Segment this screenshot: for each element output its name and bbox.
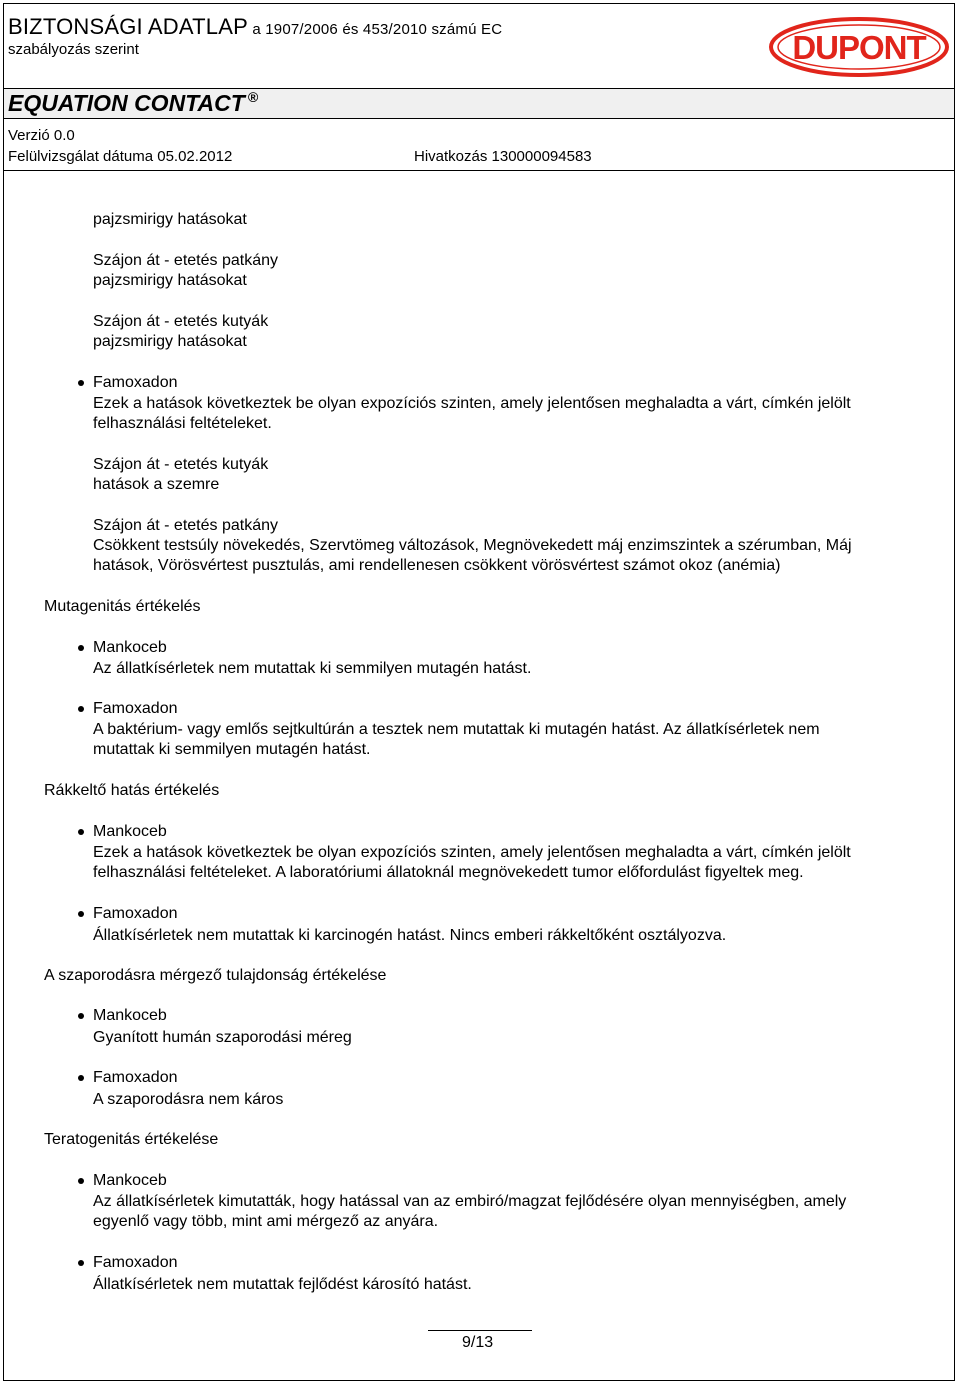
text-line: Szájon át - etetés patkány xyxy=(93,252,278,269)
text-line: felhasználási feltételeket. xyxy=(93,415,272,432)
dupont-logo xyxy=(768,16,950,78)
text-line: Csökkent testsúly növekedés, Szervtömeg változások, Megnövekedett máj enzimszintek a szérumban, Máj xyxy=(93,537,852,554)
product-name: EQUATION CONTACT ® xyxy=(8,89,259,116)
divider xyxy=(4,170,954,171)
substance-name: Famoxadon xyxy=(93,1069,178,1086)
text-line: felhasználási feltételeket. A laboratóriumi állatoknál megnövekedett tumor előfordulást figyeltek meg. xyxy=(93,864,804,881)
footer-divider xyxy=(428,1330,532,1331)
review-date: Felülvizsgálat dátuma 05.02.2012 xyxy=(8,148,233,165)
text-line: pajzsmirigy hatásokat xyxy=(93,211,247,228)
bullet-icon xyxy=(78,911,84,917)
text-line: Ezek a hatások következtek be olyan expozíciós szinten, amely jelentősen meghaladta a várt, címkén jelölt xyxy=(93,844,851,861)
text-line: pajzsmirigy hatásokat xyxy=(93,333,247,350)
divider xyxy=(4,118,954,119)
document-title-line2: szabályozás szerint xyxy=(8,41,139,58)
bullet-icon xyxy=(78,1075,84,1081)
text-line: Állatkísérletek nem mutattak ki karcinogén hatást. Nincs emberi rákkeltőként osztályozva. xyxy=(93,927,727,944)
bullet-icon xyxy=(78,645,84,651)
bullet-icon xyxy=(78,1178,84,1184)
bullet-icon xyxy=(78,1260,84,1266)
section-heading: Mutagenitás értékelés xyxy=(44,598,201,615)
text-line: Szájon át - etetés kutyák xyxy=(93,456,269,473)
section-heading: Teratogenitás értékelése xyxy=(44,1131,219,1148)
substance-name: Mankoceb xyxy=(93,823,167,840)
text-line: Gyanított humán szaporodási méreg xyxy=(93,1029,352,1046)
text-line: Állatkísérletek nem mutattak fejlődést károsító hatást. xyxy=(93,1276,472,1293)
substance-name: Famoxadon xyxy=(93,700,178,717)
page-number: 9/13 xyxy=(462,1334,494,1351)
substance-name: Mankoceb xyxy=(93,639,167,656)
substance-name: Famoxadon xyxy=(93,374,178,391)
text-line: A szaporodásra nem káros xyxy=(93,1091,284,1108)
bullet-icon xyxy=(78,380,84,386)
version: Verzió 0.0 xyxy=(8,127,75,144)
text-line: A baktérium- vagy emlős sejtkultúrán a tesztek nem mutattak ki mutagén hatást. Az állatkísérletek nem xyxy=(93,721,820,738)
bullet-icon xyxy=(78,706,84,712)
text-line: mutattak ki semmilyen mutagén hatást. xyxy=(93,741,371,758)
document-title: BIZTONSÁGI ADATLAP a 1907/2006 és 453/2010 számú EC xyxy=(8,14,503,39)
text-line: Az állatkísérletek nem mutattak ki semmilyen mutagén hatást. xyxy=(93,660,532,677)
section-heading: Rákkeltő hatás értékelés xyxy=(44,782,220,799)
text-line: pajzsmirigy hatásokat xyxy=(93,272,247,289)
text-line: hatások, Vörösvértest pusztulás, ami rendellenesen csökkent vörösvértest számot okoz (anémia) xyxy=(93,557,781,574)
logo-text: DUPONT xyxy=(792,29,926,66)
text-line: egyenlő vagy több, mint ami mérgező az anyára. xyxy=(93,1213,439,1230)
substance-name: Famoxadon xyxy=(93,1254,178,1271)
text-line: Ezek a hatások következtek be olyan expozíciós szinten, amely jelentősen meghaladta a várt, címkén jelölt xyxy=(93,395,851,412)
substance-name: Mankoceb xyxy=(93,1007,167,1024)
substance-name: Mankoceb xyxy=(93,1172,167,1189)
text-line: Az állatkísérletek kimutatták, hogy hatással van az embiró/magzat fejlődésére olyan mennyiségben, amely xyxy=(93,1193,847,1210)
text-line: Szájon át - etetés kutyák xyxy=(93,313,269,330)
bullet-icon xyxy=(78,1013,84,1019)
reference-number: Hivatkozás 130000094583 xyxy=(414,148,592,165)
bullet-icon xyxy=(78,829,84,835)
divider xyxy=(4,88,954,89)
text-line: hatások a szemre xyxy=(93,476,220,493)
substance-name: Famoxadon xyxy=(93,905,178,922)
section-heading: A szaporodásra mérgező tulajdonság értékelése xyxy=(44,967,387,984)
text-line: Szájon át - etetés patkány xyxy=(93,517,278,534)
